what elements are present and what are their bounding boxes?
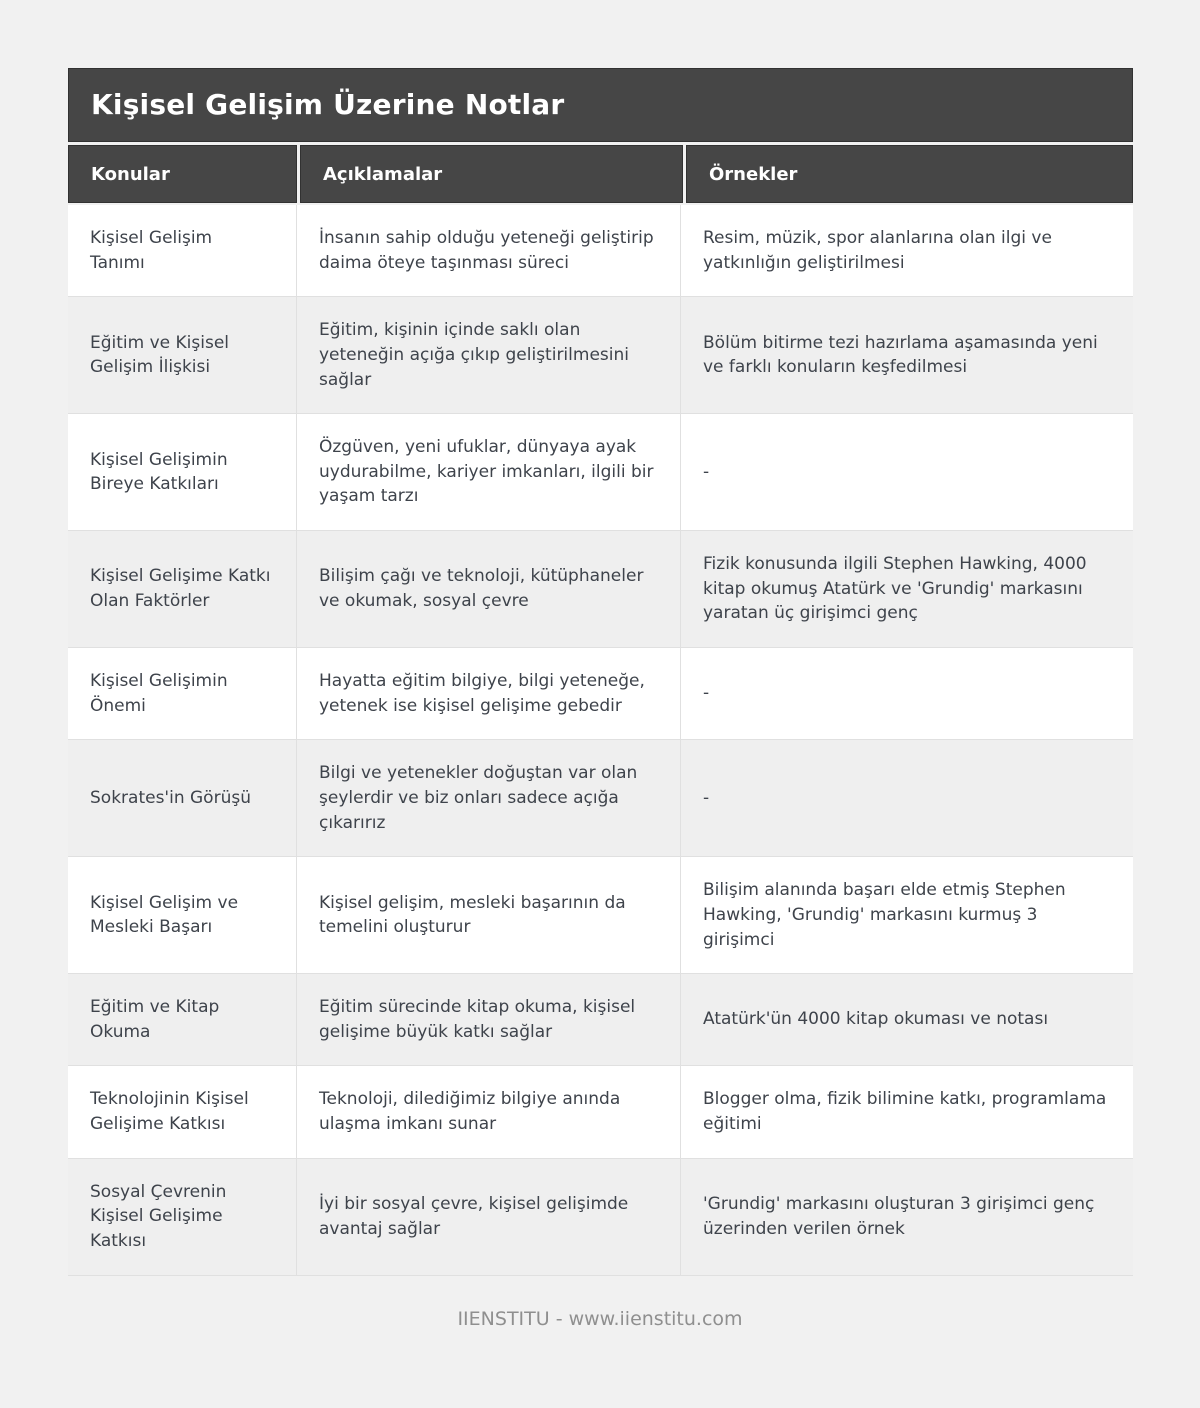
topic-cell: Kişisel Gelişim ve Mesleki Başarı xyxy=(68,856,297,973)
table-row xyxy=(68,296,1133,413)
description-cell: Eğitim, kişinin içinde saklı olan yeteneğin açığa çıkıp geliştirilmesini sağlar xyxy=(297,296,681,413)
example-cell: - xyxy=(681,413,1133,530)
topic-cell: Sokrates'in Görüşü xyxy=(68,739,297,856)
table-row xyxy=(68,856,1133,973)
table-row xyxy=(68,973,1133,1065)
description-cell: Bilişim çağı ve teknoloji, kütüphaneler ve okumak, sosyal çevre xyxy=(297,530,681,647)
table-row xyxy=(68,530,1133,647)
table-row xyxy=(68,647,1133,739)
topic-cell: Eğitim ve Kişisel Gelişim İlişkisi xyxy=(68,296,297,413)
topic-cell: Sosyal Çevrenin Kişisel Gelişime Katkısı xyxy=(68,1158,297,1275)
table-row xyxy=(68,1065,1133,1157)
description-cell: Özgüven, yeni ufuklar, dünyaya ayak uydurabilme, kariyer imkanları, ilgili bir yaşam tarzı xyxy=(297,413,681,530)
table-header-row xyxy=(68,145,1133,203)
footer-credit: IIENSTITU - www.iienstitu.com xyxy=(457,1308,743,1330)
column-header-examples: Örnekler xyxy=(686,145,1133,203)
description-cell: Bilgi ve yetenekler doğuştan var olan şeylerdir ve biz onları sadece açığa çıkarırız xyxy=(297,739,681,856)
description-cell: Teknoloji, dilediğimiz bilgiye anında ulaşma imkanı sunar xyxy=(297,1065,681,1157)
example-cell: Blogger olma, fizik bilimine katkı, programlama eğitimi xyxy=(681,1065,1133,1157)
topic-cell: Teknolojinin Kişisel Gelişime Katkısı xyxy=(68,1065,297,1157)
example-cell: Fizik konusunda ilgili Stephen Hawking, 4000 kitap okumuş Atatürk ve 'Grundig' markasını yaratan üç girişimci genç xyxy=(681,530,1133,647)
topic-cell: Kişisel Gelişime Katkı Olan Faktörler xyxy=(68,530,297,647)
description-cell: Eğitim sürecinde kitap okuma, kişisel gelişime büyük katkı sağlar xyxy=(297,973,681,1065)
example-cell: 'Grundig' markasını oluşturan 3 girişimci genç üzerinden verilen örnek xyxy=(681,1158,1133,1275)
topic-cell: Eğitim ve Kitap Okuma xyxy=(68,973,297,1065)
topic-cell: Kişisel Gelişim Tanımı xyxy=(68,205,297,296)
description-cell: Kişisel gelişim, mesleki başarının da temelini oluşturur xyxy=(297,856,681,973)
topic-cell: Kişisel Gelişimin Önemi xyxy=(68,647,297,739)
table-row xyxy=(68,205,1133,296)
description-cell: İyi bir sosyal çevre, kişisel gelişimde avantaj sağlar xyxy=(297,1158,681,1275)
example-cell: Bölüm bitirme tezi hazırlama aşamasında yeni ve farklı konuların keşfedilmesi xyxy=(681,296,1133,413)
topic-cell: Kişisel Gelişimin Bireye Katkıları xyxy=(68,413,297,530)
page-title: Kişisel Gelişim Üzerine Notlar xyxy=(68,68,1133,142)
table-row xyxy=(68,1158,1133,1275)
example-cell: Bilişim alanında başarı elde etmiş Stephen Hawking, 'Grundig' markasını kurmuş 3 girişimci xyxy=(681,856,1133,973)
notes-table-card xyxy=(68,68,1133,1276)
description-cell: İnsanın sahip olduğu yeteneği geliştirip daima öteye taşınması süreci xyxy=(297,205,681,296)
example-cell: - xyxy=(681,647,1133,739)
example-cell: - xyxy=(681,739,1133,856)
table-row xyxy=(68,413,1133,530)
example-cell: Atatürk'ün 4000 kitap okuması ve notası xyxy=(681,973,1133,1065)
table-body xyxy=(68,205,1133,1276)
table-row xyxy=(68,739,1133,856)
description-cell: Hayatta eğitim bilgiye, bilgi yeteneğe, yetenek ise kişisel gelişime gebedir xyxy=(297,647,681,739)
column-header-topics: Konular xyxy=(68,145,297,203)
column-header-descriptions: Açıklamalar xyxy=(300,145,683,203)
example-cell: Resim, müzik, spor alanlarına olan ilgi ve yatkınlığın geliştirilmesi xyxy=(703,228,1052,273)
